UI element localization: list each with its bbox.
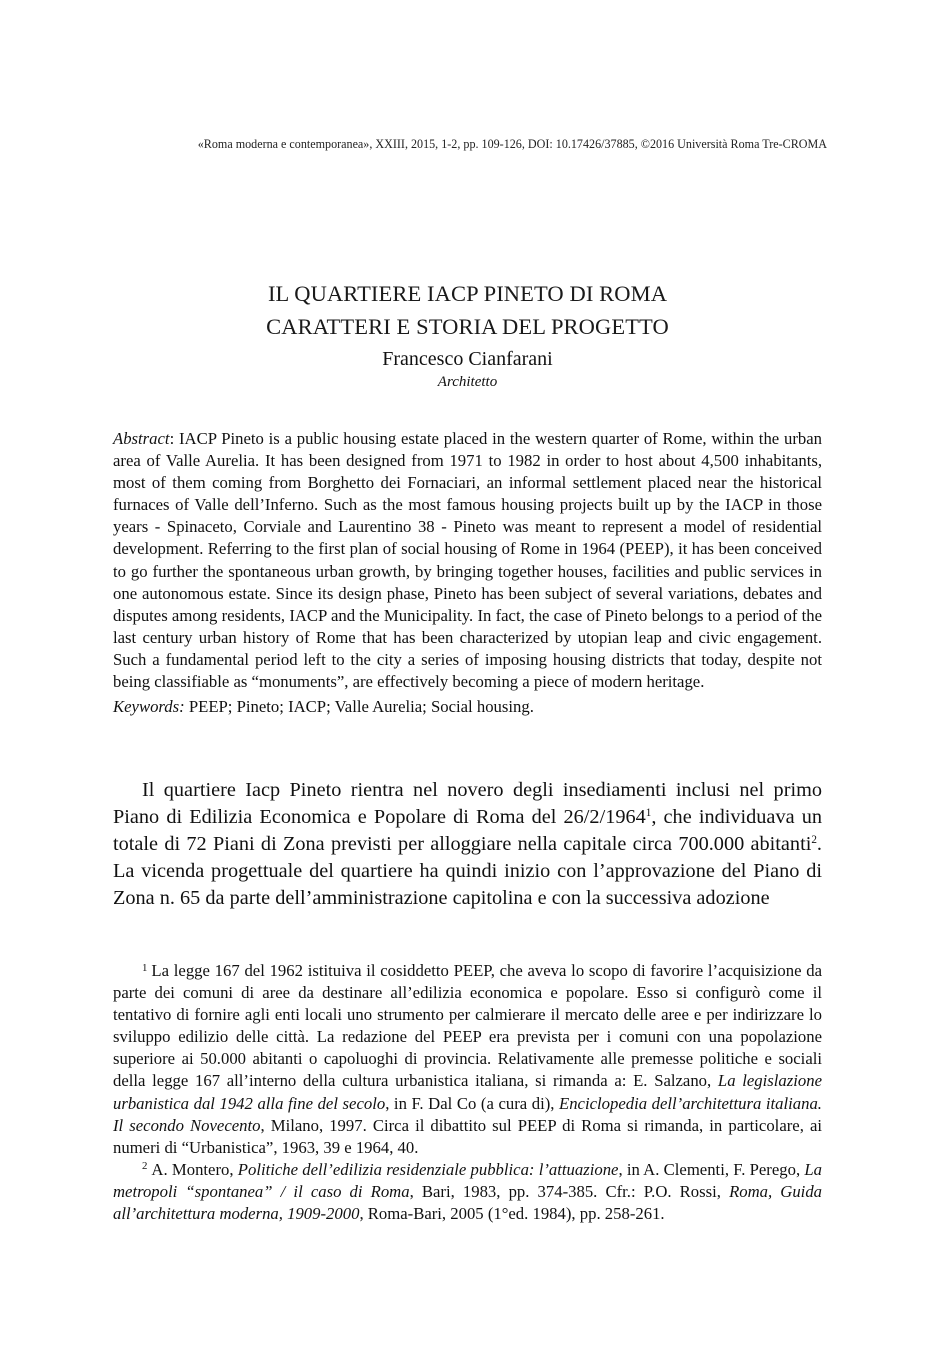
footnote-italic-title: Enciclopedia dell’architettura italiana. Il secondo Novecento — [113, 1093, 822, 1135]
footnote-number: 1 — [142, 961, 148, 974]
body-text — [113, 777, 822, 912]
footnote-text: , in F. Dal Co (a cura di), — [385, 1093, 560, 1113]
footnote-text: , Roma-Bari, 2005 (1°ed. 1984), pp. 258-261. — [359, 1204, 665, 1224]
footnote-text: , Milano, 1997. Circa il dibattito sul PEEP di Roma si rimanda, in particolare, ai numeri di “Urbanistica”, 1963, 39 e 1964, 40. — [113, 1115, 822, 1157]
journal-citation-header: «Roma moderna e contemporanea», XXIII, 2015, 1-2, pp. 109-126, DOI: 10.17426/37885, ©2016 Università Roma Tre-CROMA — [197, 137, 827, 151]
footnote-text: , Bari, 1983, pp. 374-385. Cfr.: P.O. Rossi, — [409, 1181, 730, 1201]
footnote-italic-title: La metropoli “spontanea” / il caso di Roma — [113, 1159, 822, 1201]
body-paragraph — [113, 777, 822, 912]
footnote-ref-1[interactable]: 1 — [645, 806, 652, 819]
keywords-line — [113, 696, 822, 718]
footnote-ref-2[interactable]: 2 — [811, 833, 817, 846]
author-affiliation: Architetto — [437, 374, 498, 390]
footnote-number: 2 — [142, 1160, 148, 1173]
abstract-paragraph — [113, 428, 822, 693]
body-text-segment: Il quartiere Iacp Pineto rientra nel novero degli insediamenti inclusi nel primo Piano di Edilizia Economica e Popolare di Roma del 26/2/1964 — [113, 779, 822, 829]
footnote-text: La legge 167 del 1962 istituiva il cosiddetto PEEP, che aveva lo scopo di favorire l’acquisizione da parte dei comuni di aree da destinare all’edilizia economica e popolare. Esso si configurò come il tentativo di fornire agli enti locali uno strumento per calmierare il mercato delle aree e per indirizzare lo sviluppo edilizio delle città. La redazione del PEEP era prevista per i comuni con una popolazione superiore ai 50.000 abitanti o capoluoghi di provincia. Relativamente alle premesse politiche e sociali della legge 167 all’interno della cultura urbanistica italiana, si rimanda a: E. Salzano, — [113, 961, 822, 1091]
body-text-segment: , che individuava un totale di 72 Piani di Zona previsti per alloggiare nella capitale circa 700.000 abitanti — [113, 806, 822, 856]
footnote-text: , in A. Clementi, F. Perego, — [618, 1159, 805, 1179]
article-title-line-2: CARATTERI E STORIA DEL PROGETTO — [266, 314, 669, 339]
footnote-1 — [113, 960, 822, 1159]
footnote-italic-title: Roma, Guida all’architettura moderna, 1909-2000 — [113, 1181, 823, 1224]
article-title-line-1: IL QUARTIERE IACP PINETO DI ROMA — [267, 281, 668, 306]
author-name: Francesco Cianfarani — [382, 348, 553, 370]
keywords-label: Keywords: — [113, 697, 185, 717]
footnote-italic-title: Politiche dell’edilizia residenziale pubblica: l’attuazione — [237, 1159, 619, 1179]
footnote-2 — [113, 1159, 822, 1225]
keywords-text: PEEP; Pineto; IACP; Valle Aurelia; Social housing. — [184, 697, 534, 717]
abstract-text: : IACP Pineto is a public housing estate placed in the western quarter of Rome, within the urban area of Valle Aurelia. It has been designed from 1971 to 1982 in order to host about 4,500 inhabitants, most of them coming from Borghetto dei Fornaciari, an informal settlement placed near the historical furnaces of Valle dell’Inferno. Such as the most famous housing projects built up by the IACP in those years - Spinaceto, Corviale and Laurentino 38 - Pineto was meant to represent a model of residential development. Referring to the first plan of social housing of Rome in 1964 (PEEP), it has been conceived to go further the spontaneous urban growth, by bringing together houses, facilities and public services in one autonomous estate. Since its design phase, Pineto has been subject of several variations, debates and disputes among residents, IACP and the Municipality. In fact, the case of Pineto belongs to a period of the last century urban history of Rome that has been characterized by utopian leap and civic engagement. Such a fundamental period left to the city a series of imposing housing districts that today, despite not being classifiable as “monuments”, are effectively becoming a piece of modern heritage. — [113, 429, 822, 692]
footnote-italic-title: La legislazione urbanistica dal 1942 alla fine del secolo — [113, 1071, 822, 1113]
title-block — [0, 277, 935, 392]
footnote-text: A. Montero, — [151, 1159, 238, 1179]
body-text-segment: . La vicenda progettuale del quartiere ha quindi inizio con l’approvazione del Piano di Zona n. 65 da parte dell’amministrazione capitolina e con la successiva adozione — [113, 833, 822, 910]
abstract-label: Abstract — [113, 429, 170, 448]
footnotes-section — [113, 960, 822, 1225]
abstract-section — [113, 428, 822, 718]
